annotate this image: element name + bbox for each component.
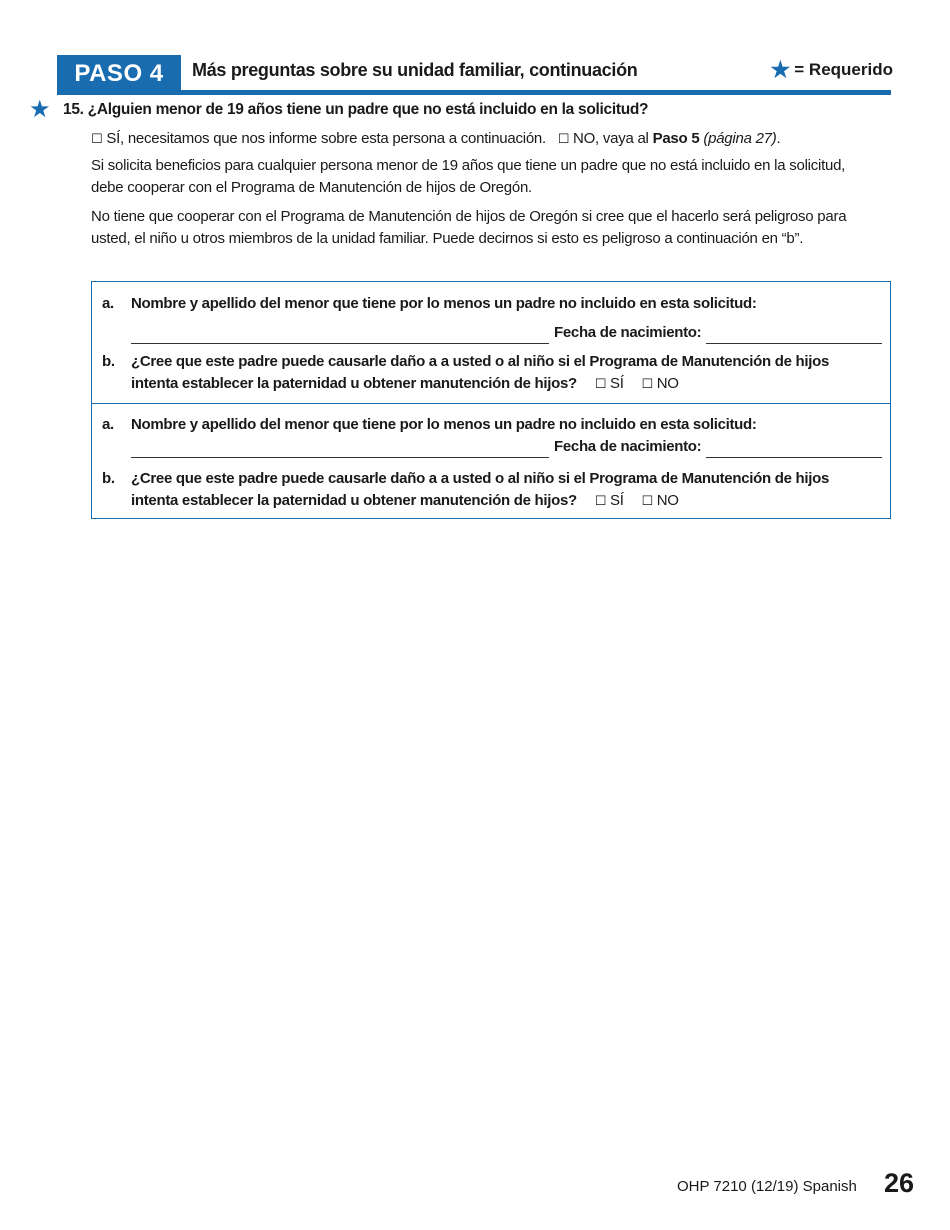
entry-2-no-checkbox[interactable]: ☐ [641,494,653,509]
entry-2-no-label: NO [656,492,679,509]
no-option-step: Paso 5 [652,130,700,147]
entry-2-harm-question-line2: intenta establecer la paternidad u obtener manutención de hijos? [131,492,577,509]
entry-1-yes-label: SÍ [610,375,624,392]
question-number: 15. [63,101,84,118]
child-entries-table [91,281,891,519]
entry-1-dob-label: Fecha de nacimiento: [554,324,702,341]
required-star-icon: ★ [29,96,51,123]
entry-2-child-name-field[interactable] [131,442,549,458]
child-entry-2 [92,403,890,521]
entry-1-harm-question-line1: ¿Cree que este padre puede causarle daño a a usted o al niño si el Programa de Manutención de hijos [131,353,829,370]
entry-1-dob-field[interactable] [706,328,882,344]
entry-1-child-name-question: Nombre y apellido del menor que tiene por lo menos un padre no incluido en esta solicitud: [131,295,757,312]
required-star-icon: ★ [770,57,791,82]
question-text: ¿Alguien menor de 19 años tiene un padre que no está incluido en la solicitud? [87,101,649,118]
row-label-b: b. [102,470,115,487]
yes-option-label: SÍ, necesitamos que nos informe sobre esta persona a continuación. [106,130,546,147]
step-title: Más preguntas sobre su unidad familiar, continuación [192,60,638,80]
question-title [63,101,648,119]
row-label-a: a. [102,416,114,433]
no-option-end: . [776,130,781,147]
form-code: OHP 7210 (12/19) Spanish [677,1178,857,1195]
entry-1-child-name-field[interactable] [131,328,549,344]
entry-2-yes-label: SÍ [610,492,624,509]
row-label-b: b. [102,353,115,370]
question-options [91,128,780,151]
instruction-paragraph-2: No tiene que cooperar con el Programa de Manutención de hijos de Oregón si cree que el hacerlo será peligroso para usted, el niño u otros miembros de la unidad familiar. Puede decirnos si esto es peligroso a continuación en “b”. [91,208,847,247]
page-number: 26 [884,1168,915,1198]
entry-2-dob-label: Fecha de nacimiento: [554,438,702,455]
entry-1-harm-question-line2: intenta establecer la paternidad u obtener manutención de hijos? [131,375,577,392]
step-label: PASO 4 [57,55,181,90]
child-entry-1 [92,282,890,403]
row-label-a: a. [102,295,114,312]
entry-2-harm-question-line1: ¿Cree que este padre puede causarle daño a a usted o al niño si el Programa de Manutención de hijos [131,470,829,487]
entry-1-no-checkbox[interactable]: ☐ [641,377,653,392]
no-option-label: NO, vaya al [573,130,649,147]
step-header [57,55,891,95]
no-checkbox[interactable]: ☐ [557,132,570,147]
entry-1-yes-checkbox[interactable]: ☐ [594,377,607,392]
header-rule [57,90,891,95]
entry-2-yes-checkbox[interactable]: ☐ [594,494,607,509]
no-option-page: (página 27) [703,130,777,147]
yes-checkbox[interactable]: ☐ [91,132,103,147]
entry-1-no-label: NO [656,375,679,392]
entry-2-dob-field[interactable] [706,442,882,458]
entry-2-child-name-question: Nombre y apellido del menor que tiene por lo menos un padre no incluido en esta solicitud: [131,416,757,433]
instruction-paragraph-1: Si solicita beneficios para cualquier persona menor de 19 años que tiene un padre que no está incluido en la solicitud, debe cooperar con el Programa de Manutención de hijos de Oregón. [91,157,846,196]
required-legend-text: = Requerido [794,60,893,79]
required-legend [771,59,893,81]
